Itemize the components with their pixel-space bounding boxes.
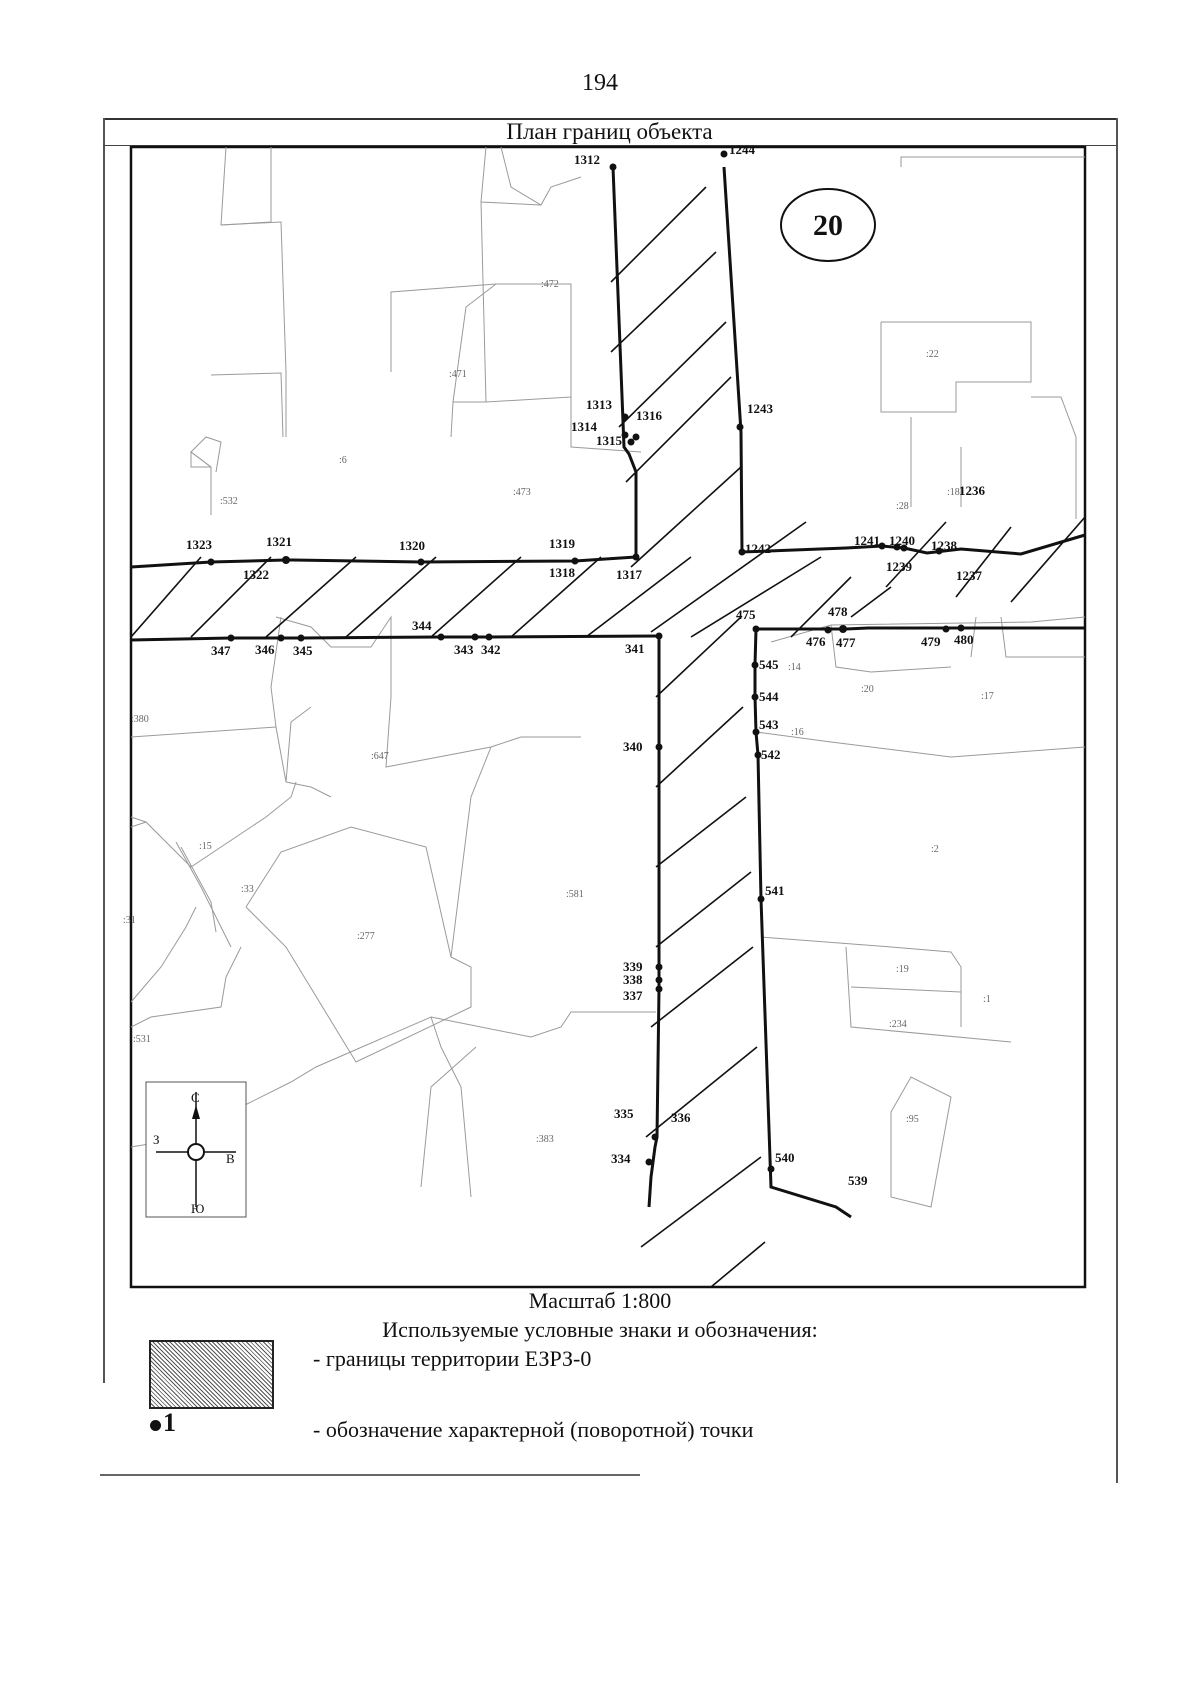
point-label: 342 [481,642,501,657]
parcel-label: :2 [931,844,939,855]
point-342 [486,634,493,641]
point-label: 1323 [186,537,212,552]
point-337 [656,986,663,993]
point-1314 [622,432,629,439]
parcel-label: :581 [566,889,584,900]
compass-east: В [226,1151,235,1166]
zone-boundary-southeast [756,628,1085,629]
point-1313 [622,414,629,421]
parcel-label: :20 [861,684,874,695]
parcel-label: :17 [981,691,994,702]
point-label: 1315 [596,433,622,448]
parcel-label: :532 [220,496,238,507]
point-541 [758,896,765,903]
point-label: 334 [611,1151,631,1166]
sheet-frame-left [103,118,105,1383]
point-label: 343 [454,642,474,657]
parcel-label: :6 [339,455,347,466]
compass-north: С [191,1090,200,1105]
point-1244 [721,151,728,158]
parcel-label: :383 [536,1134,554,1145]
parcel-label: :95 [906,1114,919,1125]
point-label: 344 [412,618,432,633]
point-label: 1321 [266,534,292,549]
point-label: 480 [954,632,974,647]
parcel-label: :647 [371,751,389,762]
point-label: 545 [759,657,779,672]
parcel-label: :22 [926,349,939,360]
point-344 [438,634,445,641]
point-label: 345 [293,643,313,658]
map-frame [131,147,1085,1287]
point-label: 544 [759,689,779,704]
parcel-label: :277 [357,931,375,942]
parcel-label: :15 [199,841,212,852]
parcel-label: :471 [449,369,467,380]
parcel-label: :473 [513,487,531,498]
legend-point-label: - обозначение характерной (поворотной) точки [313,1417,754,1442]
point-479 [943,626,950,633]
point-label: 347 [211,643,231,658]
map-scale: Масштаб 1:800 [528,1288,672,1313]
point-label: 1313 [586,397,612,412]
point-label: 539 [848,1173,868,1188]
zone-number-badge [781,189,875,261]
point-label: 1317 [616,567,642,582]
point-345 [298,635,305,642]
point-label: 1242 [745,541,771,556]
parcel-label: :18 [947,487,960,498]
point-label: 1238 [931,538,957,553]
point-label: 337 [623,988,643,1003]
parcel-label: :531 [133,1034,151,1045]
point-480 [958,625,965,632]
point-label: 543 [759,717,779,732]
compass-rose [146,1082,246,1217]
point-475 [753,626,760,633]
point-540 [768,1166,775,1173]
point-label: 540 [775,1150,795,1165]
point-label: 1312 [574,152,600,167]
legend-boundary-label: - границы территории ЕЗРЗ-0 [313,1346,592,1371]
point-label: 339 [623,959,643,974]
point-338 [656,977,663,984]
point-341 [656,633,663,640]
point-336 [652,1134,659,1141]
point-1243 [737,424,744,431]
parcel-label: :14 [788,662,801,673]
point-label: 1236 [959,483,985,498]
point-dot-icon [150,1420,161,1431]
point-label: 478 [828,604,848,619]
parcel-label: :28 [896,501,909,512]
point-label: 476 [806,634,826,649]
parcel-label: :234 [889,1019,907,1030]
point-label: 541 [765,883,785,898]
point-label: 338 [623,972,643,987]
point-label: 1240 [889,533,915,548]
point-label: 542 [761,747,781,762]
legend-title: Используемые условные знаки и обозначения: [382,1317,818,1342]
point-1320 [418,559,425,566]
point-label: 1322 [243,567,269,582]
map-title: План границ объекта [103,119,1116,146]
point-label: 346 [255,642,275,657]
map-svg [123,142,1085,1287]
sheet-frame-right [1116,118,1118,1483]
point-339 [656,964,663,971]
page-number: 194 [582,70,618,96]
point-label: 1320 [399,538,425,553]
point-544 [752,694,759,701]
compass-south: Ю [191,1201,205,1216]
point-label: 341 [625,641,645,656]
point-label: 1239 [886,559,912,574]
point-label: 1237 [956,568,982,583]
point-1315 [628,439,635,446]
point-label: 1241 [854,533,880,548]
point-1316 [633,434,640,441]
point-477 [839,625,847,633]
point-label: 1243 [747,401,773,416]
point-346 [278,635,285,642]
point-label: 1318 [549,565,575,580]
point-334 [646,1159,653,1166]
point-label: 479 [921,634,941,649]
parcel-label: :472 [541,279,559,290]
point-label: 336 [671,1110,691,1125]
compass-west: З [153,1132,160,1147]
point-347 [228,635,235,642]
point-label: 1316 [636,408,662,423]
point-1323 [208,559,215,566]
point-label: 1314 [571,419,597,434]
parcel-label: :1 [983,994,991,1005]
sheet-frame-bottom [100,1474,640,1476]
point-label: 475 [736,607,756,622]
point-476 [825,627,832,634]
point-label: 1319 [549,536,575,551]
parcel-label: :380 [131,714,149,725]
legend-point-number: 1 [163,1408,176,1437]
point-545 [752,662,759,669]
zone-number: 20 [813,209,843,242]
point-1319 [572,558,579,565]
point-340 [656,744,663,751]
parcel-label: :19 [896,964,909,975]
boundary-plan-map [123,142,1085,1287]
point-label: 477 [836,635,856,650]
legend-hatch-swatch [149,1340,274,1409]
parcel-label: :33 [241,884,254,895]
parcel-label: :16 [791,727,804,738]
point-343 [472,634,479,641]
legend-point-symbol [150,1408,176,1438]
parcel-label: :31 [123,915,136,926]
point-label: 335 [614,1106,634,1121]
point-label: 340 [623,739,643,754]
point-1321 [282,556,290,564]
point-1312 [610,164,617,171]
point-label: 1244 [729,142,755,157]
point-1317 [633,554,640,561]
